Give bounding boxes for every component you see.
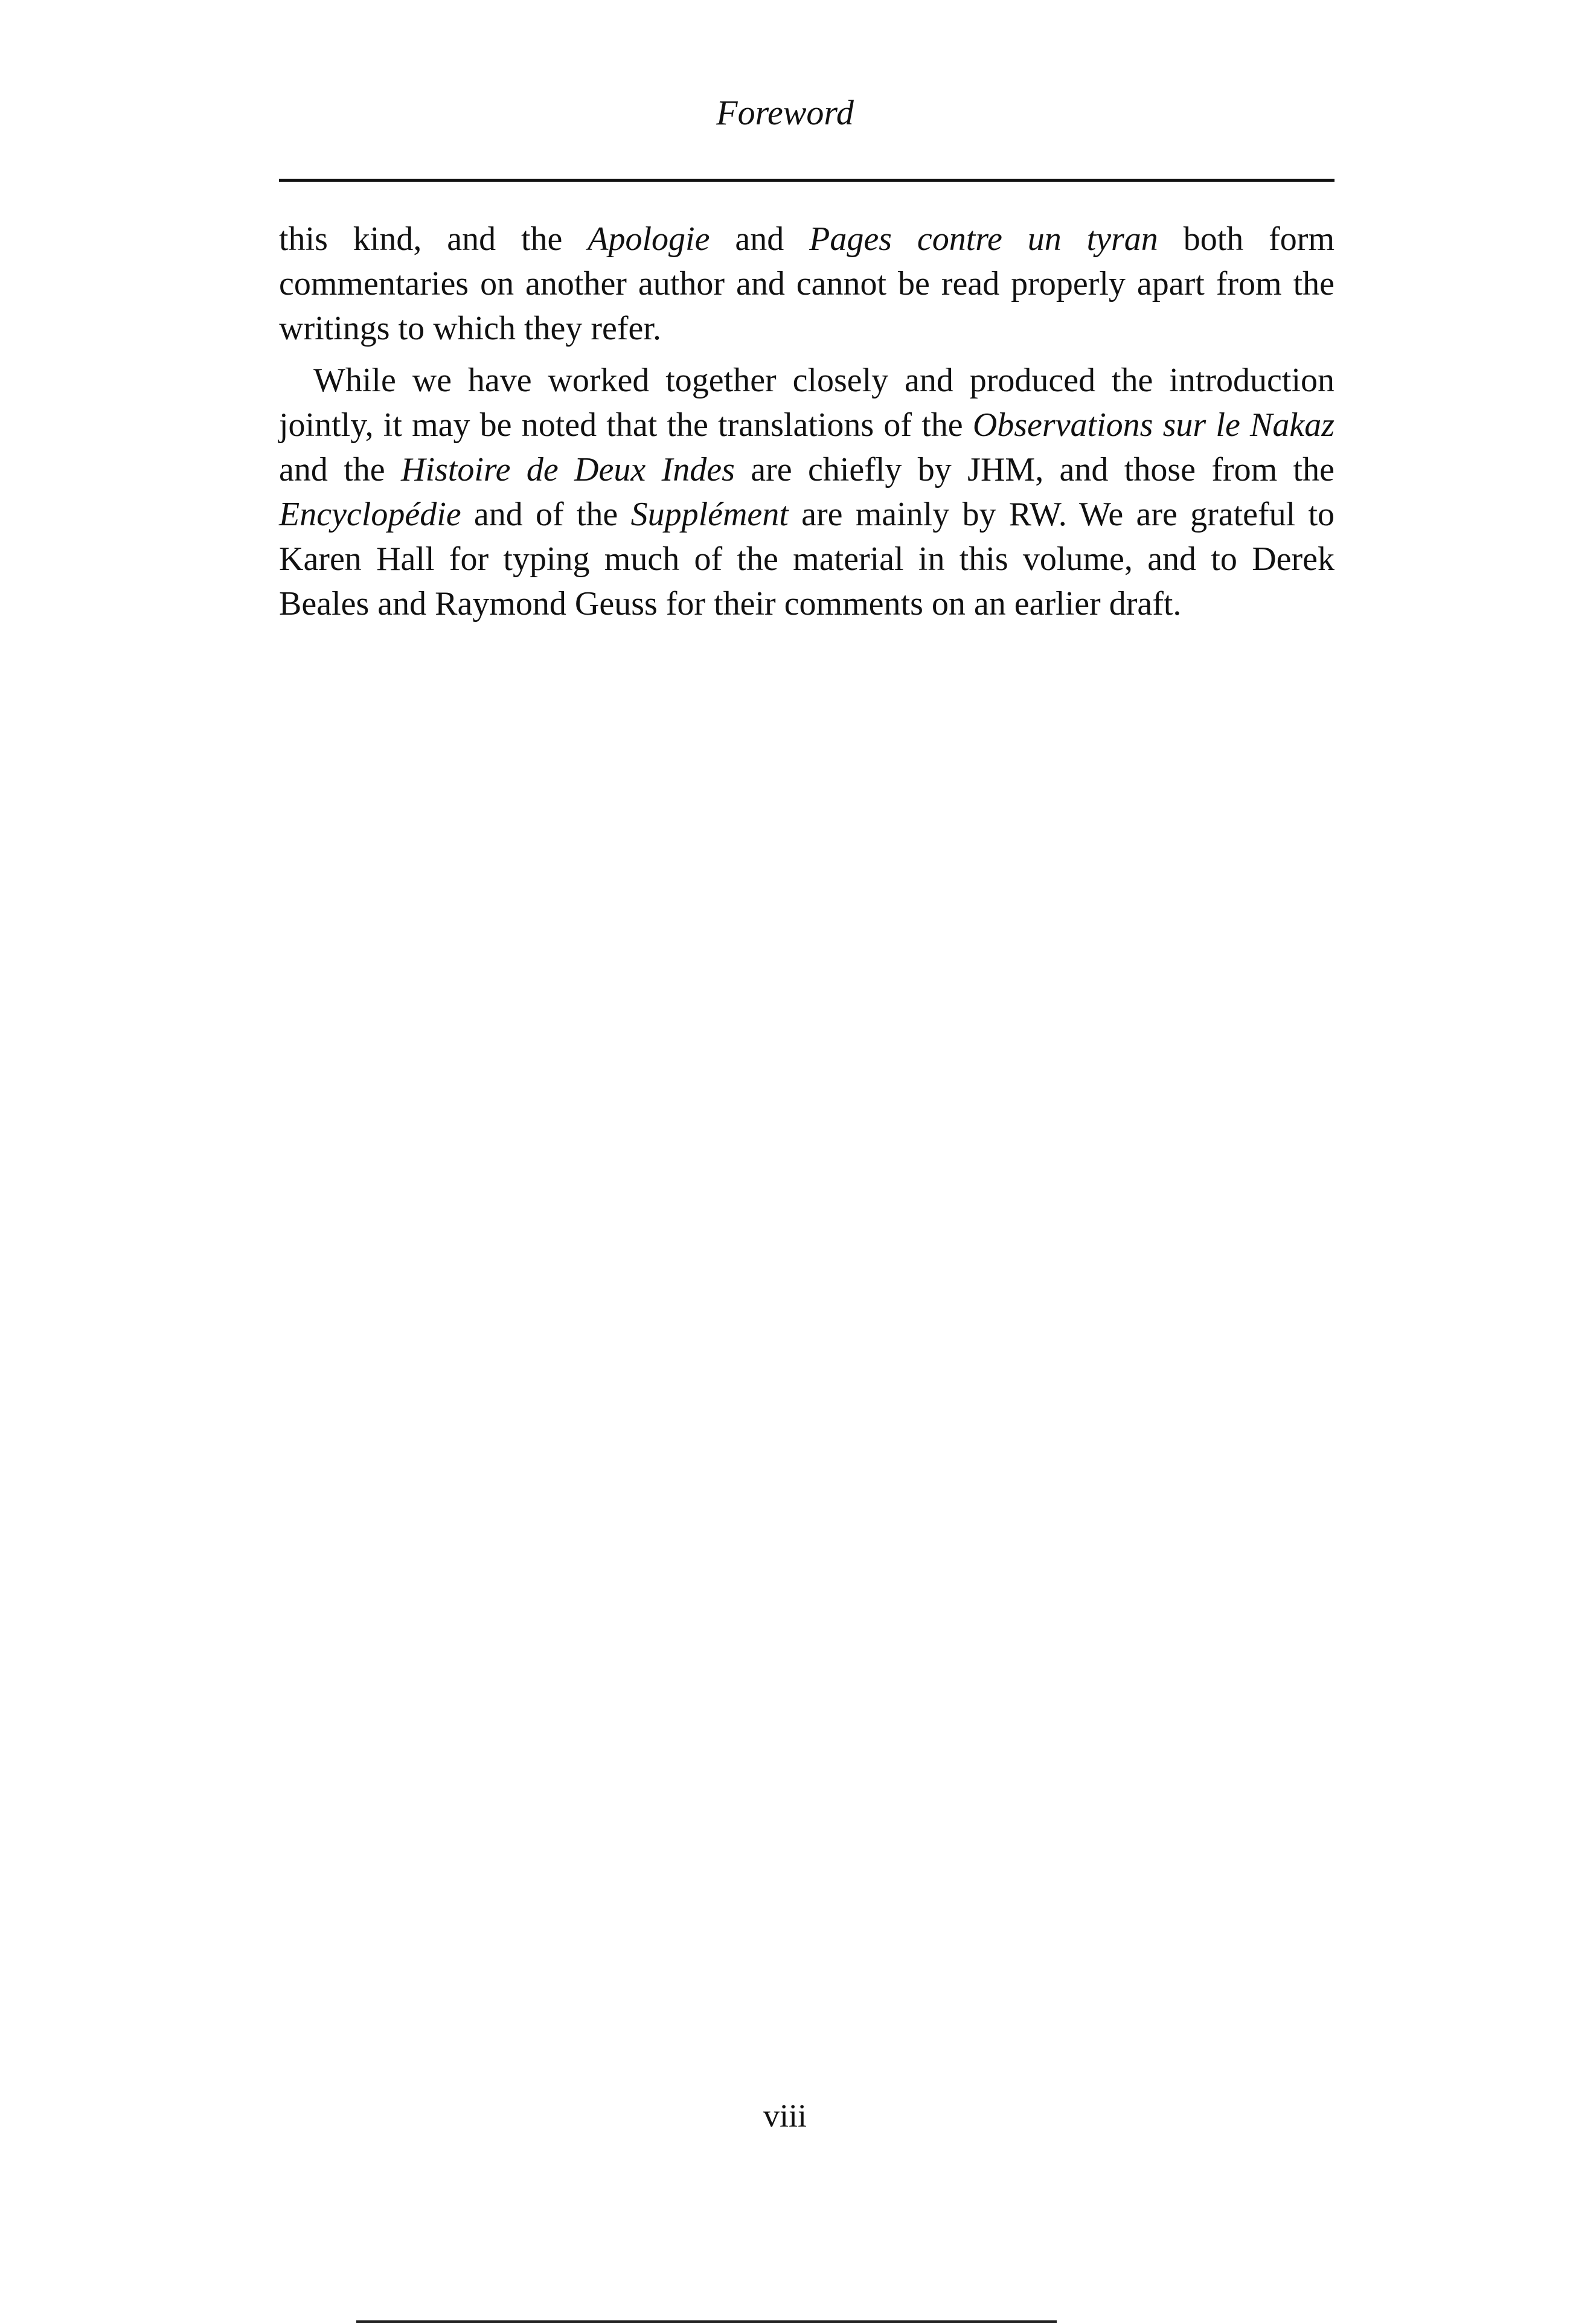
header-rule [279, 179, 1334, 182]
p2-text-2: and the [279, 451, 401, 488]
p2-title-histoire: Histoire de Deux Indes [401, 451, 735, 488]
p2-title-supplement: Supplément [630, 496, 789, 533]
running-head: Foreword [716, 93, 854, 132]
body-text [279, 217, 1334, 626]
p1-text-3: both form commentaries on another author and cannot be read properly apart from the writings to which they refer. [279, 220, 1334, 347]
p2-text-5: are mainly by RW. We are grateful to Karen Hall for typing much of the material in this volume, and to Derek Beales and Raymond Geuss for their comments on an earlier draft. [279, 496, 1335, 623]
p1-title-pages-contre-un-tyran: Pages contre un tyran [809, 220, 1158, 258]
p2-text-3: are chiefly by JHM, and those from the [734, 451, 1334, 488]
p1-title-apologie: Apologie [588, 220, 710, 258]
page-number: viii [763, 2098, 807, 2134]
p2-text-4: and of the [461, 496, 631, 533]
p1-text-2: and [710, 220, 810, 258]
p2-title-encyclopedie: Encyclopédie [279, 496, 461, 533]
paragraph-1 [279, 217, 1334, 351]
p2-text-1: While we have worked together closely and produced the introduction jointly, it may be noted that the translations of the [279, 362, 1334, 444]
paragraph-2 [279, 358, 1334, 626]
p2-title-observations: Observations sur le Nakaz [972, 406, 1334, 444]
footer-rule [356, 2320, 1057, 2323]
p1-text-1: this kind, and the [279, 220, 588, 258]
